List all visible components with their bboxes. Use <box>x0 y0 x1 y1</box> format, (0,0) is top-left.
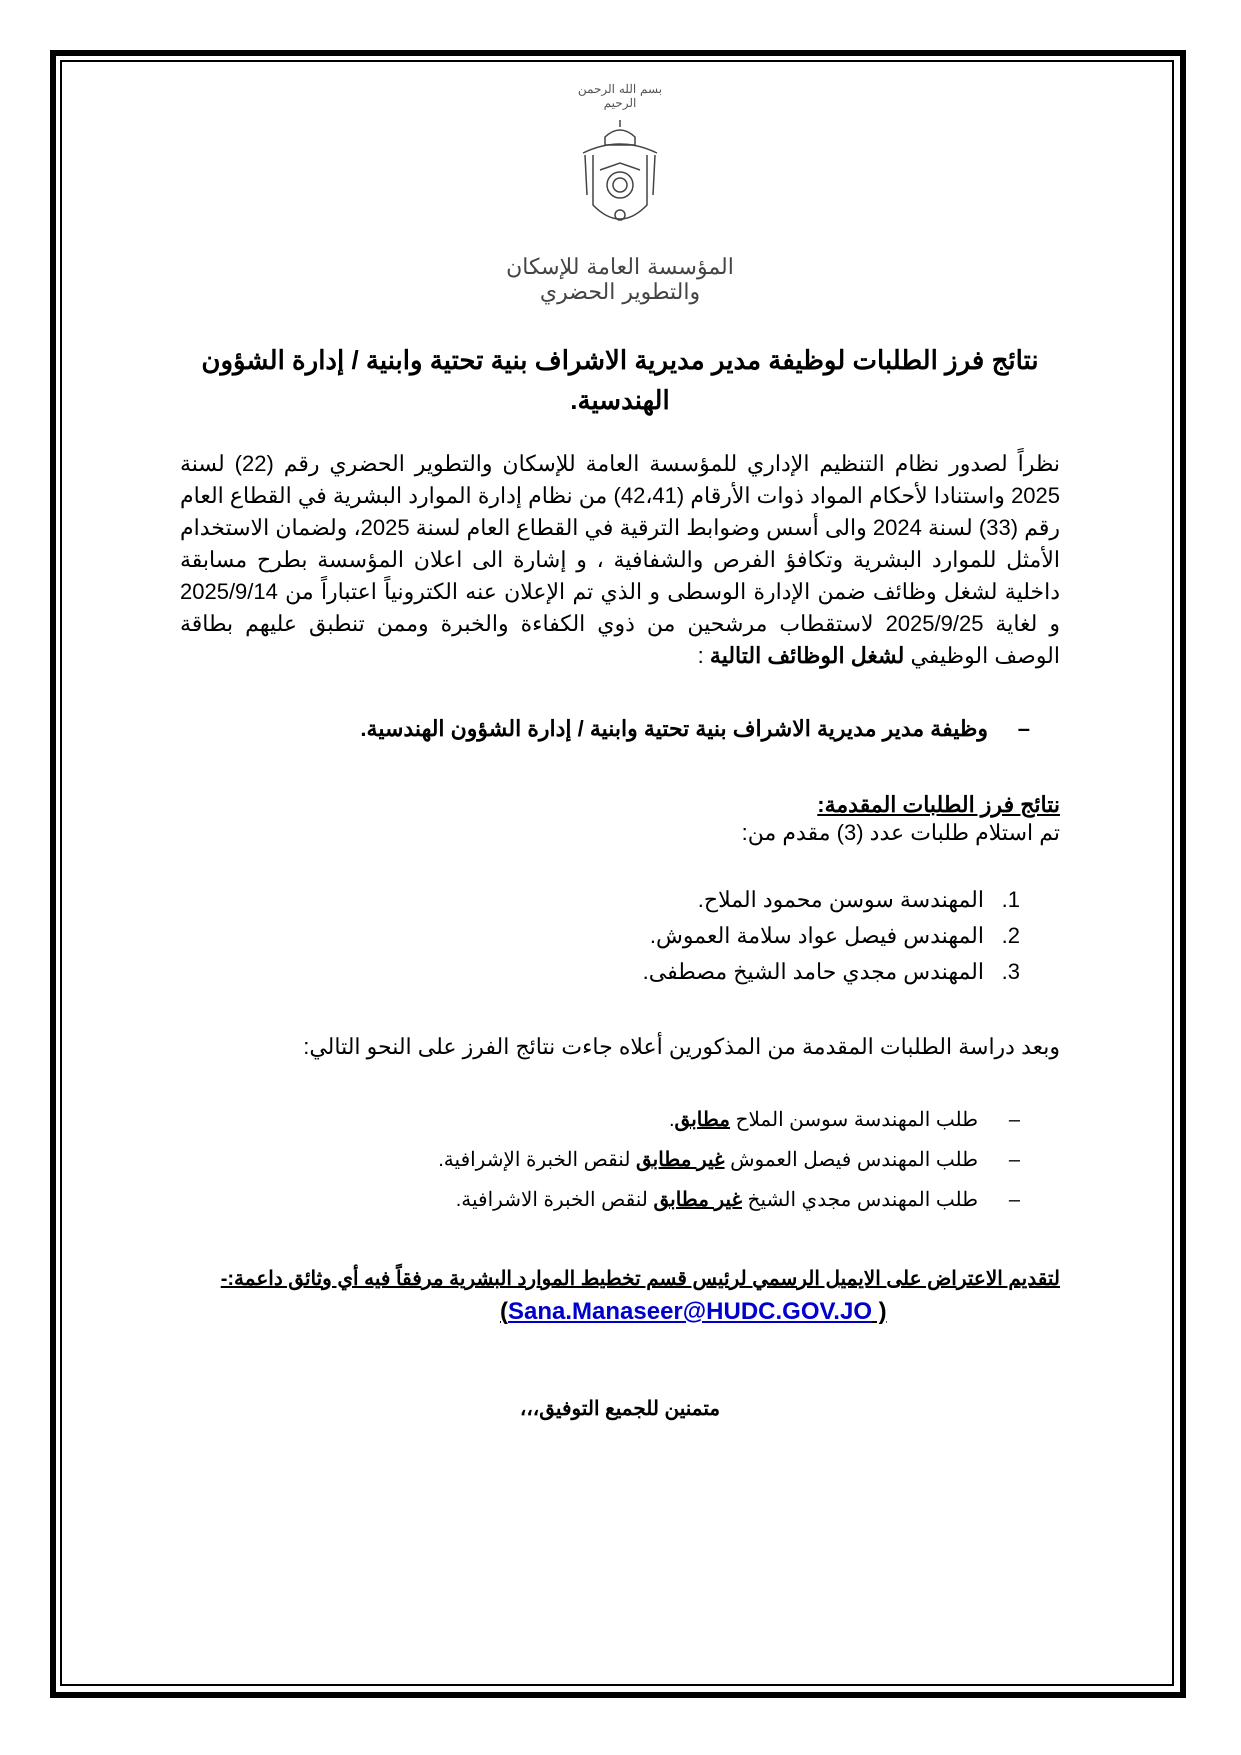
objection-instructions: لتقديم الاعتراض على الايميل الرسمي لرئيس قسم تخطيط الموارد البشرية مرفقاً فيه أي وثائق داعمة:- <box>220 1268 1060 1290</box>
document-body <box>180 340 1060 1421</box>
job-item <box>180 716 1030 742</box>
intro-text: نظراً لصدور نظام التنظيم الإداري للمؤسسة العامة للإسكان والتطوير الحضري رقم (22) لسنة 2025 واستنادا لأحكام المواد ذوات الأرقام (42،41) من نظام إدارة الموارد البشرية في القطاع العام رقم (33) لسنة 2024 والى أسس وضوابط الترقية في القطاع العام لسنة 2025، ولضمان الاستخدام الأمثل للموارد البشرية وتكافؤ الفرص والشفافية ، و إشارة الى اعلان المؤسسة بطرح مسابقة داخلية لشغل وظائف ضمن الإدارة الوسطى و الذي تم الإعلان عنه الكترونياً اعتباراً من 2025/9/14 و لغاية 2025/9/25 لاستقطاب مرشحين من ذوي الكفاءة والخبرة وممن تنطبق عليهم بطاقة الوصف الوظيفي <box>180 451 1061 668</box>
result-item <box>180 1180 1020 1220</box>
applicant-name: المهندسة سوسن محمود الملاح. <box>697 887 984 912</box>
applicant-item <box>180 882 1020 918</box>
result-prefix: طلب المهندس مجدي الشيخ <box>742 1189 978 1211</box>
close-paren: ) <box>871 1298 887 1325</box>
result-suffix: . <box>668 1109 675 1131</box>
result-status: مطابق <box>674 1109 731 1131</box>
list-number: 3. <box>1001 959 1020 984</box>
dash-bullet: – <box>1008 1149 1020 1171</box>
dash-bullet: – <box>1017 716 1030 741</box>
basmala-calligraphy: بسم الله الرحمن الرحيم <box>577 82 663 110</box>
result-suffix: لنقص الخبرة الاشرافية. <box>455 1189 654 1211</box>
applicant-item <box>180 918 1020 954</box>
applicant-name: المهندس مجدي حامد الشيخ مصطفى. <box>642 959 984 984</box>
open-paren: ( <box>500 1298 508 1325</box>
job-label: وظيفة مدير مديرية الاشراف بنية تحتية وابنية / إدارة الشؤون الهندسية. <box>360 716 988 741</box>
received-count: تم استلام طلبات عدد (3) مقدم من: <box>741 820 1060 845</box>
jordan-coat-of-arms-emblem <box>575 115 665 235</box>
result-status: غير مطابق <box>653 1189 742 1211</box>
applicants-list <box>180 882 1020 990</box>
dash-bullet: – <box>1008 1109 1020 1131</box>
intro-trailing: : <box>697 643 710 668</box>
intro-bold-text: لشغل الوظائف التالية <box>709 643 905 668</box>
result-suffix: لنقص الخبرة الإشرافية. <box>438 1149 636 1171</box>
applicant-name: المهندس فيصل عواد سلامة العموش. <box>649 923 984 948</box>
list-number: 2. <box>1001 923 1020 948</box>
result-status: غير مطابق <box>635 1149 725 1171</box>
result-prefix: طلب المهندسة سوسن الملاح <box>730 1109 978 1131</box>
result-item <box>180 1140 1020 1180</box>
result-prefix: طلب المهندس فيصل العموش <box>724 1149 978 1171</box>
email-line <box>180 1298 1060 1326</box>
organization-name-calligraphy: المؤسسة العامة للإسكان والتطوير الحضري <box>506 255 734 305</box>
dash-bullet: – <box>1008 1189 1020 1211</box>
after-study-text: وبعد دراسة الطلبات المقدمة من المذكورين أعلاه جاءت نتائج الفرز على النحو التالي: <box>303 1034 1060 1059</box>
intro-paragraph <box>180 448 1060 672</box>
result-item <box>180 1100 1020 1140</box>
results-list <box>180 1100 1020 1220</box>
email-link[interactable]: Sana.Manaseer@HUDC.GOV.JO <box>508 1298 872 1325</box>
list-number: 1. <box>1001 887 1020 912</box>
document-title: نتائج فرز الطلبات لوظيفة مدير مديرية الاشراف بنية تحتية وابنية / إدارة الشؤون الهندسية. <box>201 345 1039 415</box>
results-heading: نتائج فرز الطلبات المقدمة: <box>817 792 1060 817</box>
applicant-item <box>180 954 1020 990</box>
closing-text: متمنين للجميع التوفيق،،، <box>519 1398 721 1420</box>
